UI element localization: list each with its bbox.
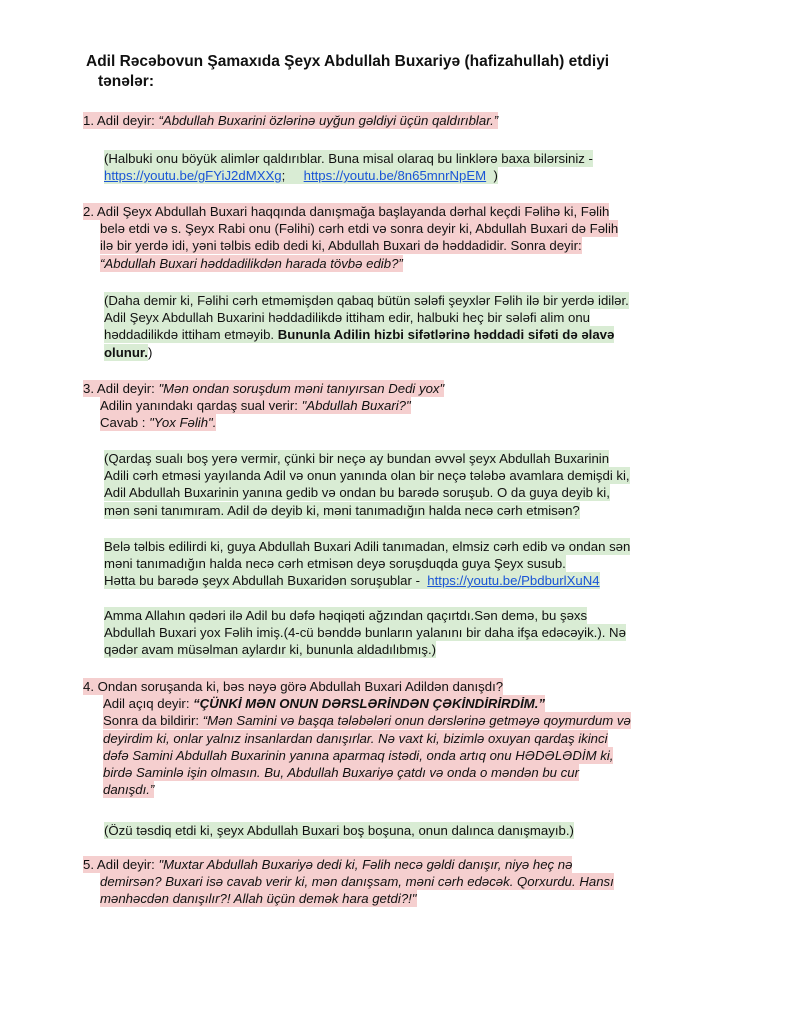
item-3-note-1-line-2: Adili cərh etməsi yayılanda Adil və onun yanında olan bir neçə tələbə avamlara demişdi ki,: [104, 468, 630, 484]
item-3-line-2b: "Abdullah Buxari?": [301, 398, 411, 414]
item-4-note-line: (Özü təsdiq etdi ki, şeyx Abdullah Buxari boş boşuna, onun dalınca danışmayıb.): [104, 823, 574, 838]
item-4-line-4: deyirdim ki, onlar yalnız insanlardan danışırlar. Nə vaxt ki, bizimlə oxuyan qardaş ikinci: [103, 730, 608, 746]
item-2-note-line-2: Adil Şeyx Abdullah Buxarini həddadilikdə ittiham edir, halbuki heç bir sələfi alim onu: [104, 310, 591, 326]
item-3-line-3b: "Yox Fəlih".: [149, 415, 217, 431]
item-3-line-1b: "Mən ondan soruşdum məni tanıyırsan Dedi yox": [158, 381, 445, 396]
item-4-text: [83, 678, 631, 798]
item-1-quote: [83, 112, 498, 129]
item-3-note-2-line-3: Hətta bu barədə şeyx Abdullah Buxaridən soruşublar -: [104, 573, 428, 589]
item-2-line-3: ilə bir yerdə idi, yəni təlbis edib dedi ki, Abdullah Buxari də həddadidir. Sonra deyir:: [100, 238, 582, 254]
item-3-note-3-line-1: Amma Allahın qədəri ilə Adil bu dəfə həqiqəti ağzından qaçırtdı.Sən demə, bu şəxs: [104, 608, 588, 623]
item-3-note-1-line-4: mən səni tanımıram. Adil də deyib ki, məni tanımadığın halda necə cərh etmisən?: [104, 502, 580, 518]
item-4-line-1: 4. Ondan soruşanda ki, bəs nəyə görə Abdullah Buxari Adildən danışdı?: [83, 679, 504, 694]
item-2-line-1: 2. Adil Şeyx Abdullah Buxari haqqında danışmağa başlayanda dərhal keçdi Fəlihə ki, Fəlih: [83, 204, 610, 219]
item-2-line-4: “Abdullah Buxari həddadilikdən harada tövbə edib?”: [100, 255, 403, 271]
item-2-line-2: belə etdi və s. Şeyx Rabi onu (Fəlihi) cərh etdi və sonra deyir ki, Abdullah Buxari də Fəlih: [100, 221, 619, 237]
item-4-line-3a: Sonra da bildirir:: [103, 713, 203, 729]
item-3-note-3: [104, 607, 626, 659]
item-3-note-2-line-2: məni tanımadığın halda necə cərh etmisən deyə soruşduqda guya Şeyx susub.: [104, 556, 566, 572]
item-3-line-3a: Cavab :: [100, 415, 150, 431]
item-3-line-1a: 3. Adil deyir:: [83, 381, 159, 396]
youtube-link-3[interactable]: https://youtu.be/PbdburlXuN4: [427, 573, 600, 589]
item-4-line-5: dəfə Samini Abdullah Buxarinin yanına aparmaq istədi, onda artıq onu HƏDƏLƏDİM ki,: [103, 747, 614, 763]
item-2-text: [83, 203, 618, 272]
item-5-line-2: demirsən? Buxari isə cavab verir ki, mən danışsam, məni cərh edəcək. Qorxurdu. Hansı: [100, 874, 614, 890]
youtube-link-2[interactable]: https://youtu.be/8n65mnrNpEM: [303, 168, 487, 184]
title-line-1: Adil Rəcəbovun Şamaxıda Şeyx Abdullah Buxariyə (hafizahullah) etdiyi: [86, 53, 610, 70]
item-4-note: [104, 822, 574, 839]
link-separator: ;: [281, 168, 304, 184]
item-5-line-1a: 5. Adil deyir:: [83, 857, 159, 872]
item-1-prefix: 1. Adil deyir:: [83, 113, 159, 128]
item-2-note: [104, 292, 629, 361]
item-2-note-line-1: (Daha demir ki, Fəlihi cərh etməmişdən qabaq bütün sələfi şeyxlər Fəlih ilə bir yerdə idilər.: [104, 293, 629, 308]
item-3-line-2a: Adilin yanındakı qardaş sual verir:: [100, 398, 302, 414]
title-line-2: tənələr:: [98, 73, 154, 90]
item-2-note-line-4b: ): [147, 344, 153, 360]
item-4-line-2a: Adil açıq deyir:: [103, 696, 194, 712]
item-3-note-3-line-2: Abdullah Buxari yox Fəlih imiş.(4-cü bənddə bunların yalanını bir daha ifşa edəcəyik.). Nə: [104, 625, 626, 641]
item-4-line-3b: “Mən Samini və başqa tələbələri onun dərslərinə getməyə qoymurdum və: [202, 713, 631, 729]
item-1-note: [104, 150, 593, 184]
item-3-note-3-line-3: qədər avam müsəlman aylardır ki, bununla aldadılıbmış.): [104, 642, 437, 658]
item-1-note-line-1: (Halbuki onu böyük alimlər qaldırıblar. Buna misal olaraq bu linklərə baxa bilərsiniz -: [104, 151, 593, 166]
item-2-note-line-3b: Bununla Adilin hizbi sifətlərinə həddadi sifəti də əlavə: [277, 327, 615, 343]
document-title: [86, 52, 726, 92]
item-3-text: [83, 380, 444, 432]
item-4-line-7: danışdı.”: [103, 782, 155, 798]
item-3-note-2-line-1: Belə təlbis edilirdi ki, guya Abdullah Buxari Adili tanımadan, elmsiz cərh edib və ondan sən: [104, 539, 631, 554]
item-5-line-1b: "Muxtar Abdullah Buxariyə dedi ki, Fəlih necə gəldi danışır, niyə heç nə: [158, 857, 573, 872]
item-2-note-line-3a: həddadilikdə ittiham etməyib.: [104, 327, 278, 343]
item-5-text: [83, 856, 614, 908]
youtube-link-1[interactable]: https://youtu.be/gFYiJ2dMXXg: [104, 168, 282, 184]
item-3-note-1-line-1: (Qardaş sualı boş yerə vermir, çünki bir neçə ay bundan əvvəl şeyx Abdullah Buxarinin: [104, 451, 610, 466]
item-4-line-2b: “ÇÜNKİ MƏN ONUN DƏRSLƏRİNDƏN ÇƏKİNDİRİRDİM.”: [193, 696, 546, 712]
item-1-quote-text: “Abdullah Buxarini özlərinə uyğun gəldiyi üçün qaldırıblar.”: [158, 113, 499, 128]
item-3-note-2: [104, 538, 630, 590]
item-3-note-1: [104, 450, 630, 519]
item-4-line-6: birdə Saminlə işin olmasın. Bu, Abdullah Buxariyə çatdı və onda o məndən bu cur: [103, 765, 579, 781]
item-3-note-1-line-3: Adil Abdullah Buxarinin yanına gedib və ondan bu barədə soruşub. O da guya deyib ki,: [104, 485, 610, 501]
item-1-note-end: ): [486, 168, 498, 184]
item-2-note-line-4a: olunur.: [104, 344, 148, 360]
item-5-line-3: mənhəcdən danışılır?! Allah üçün demək hara getdi?!": [100, 891, 417, 907]
